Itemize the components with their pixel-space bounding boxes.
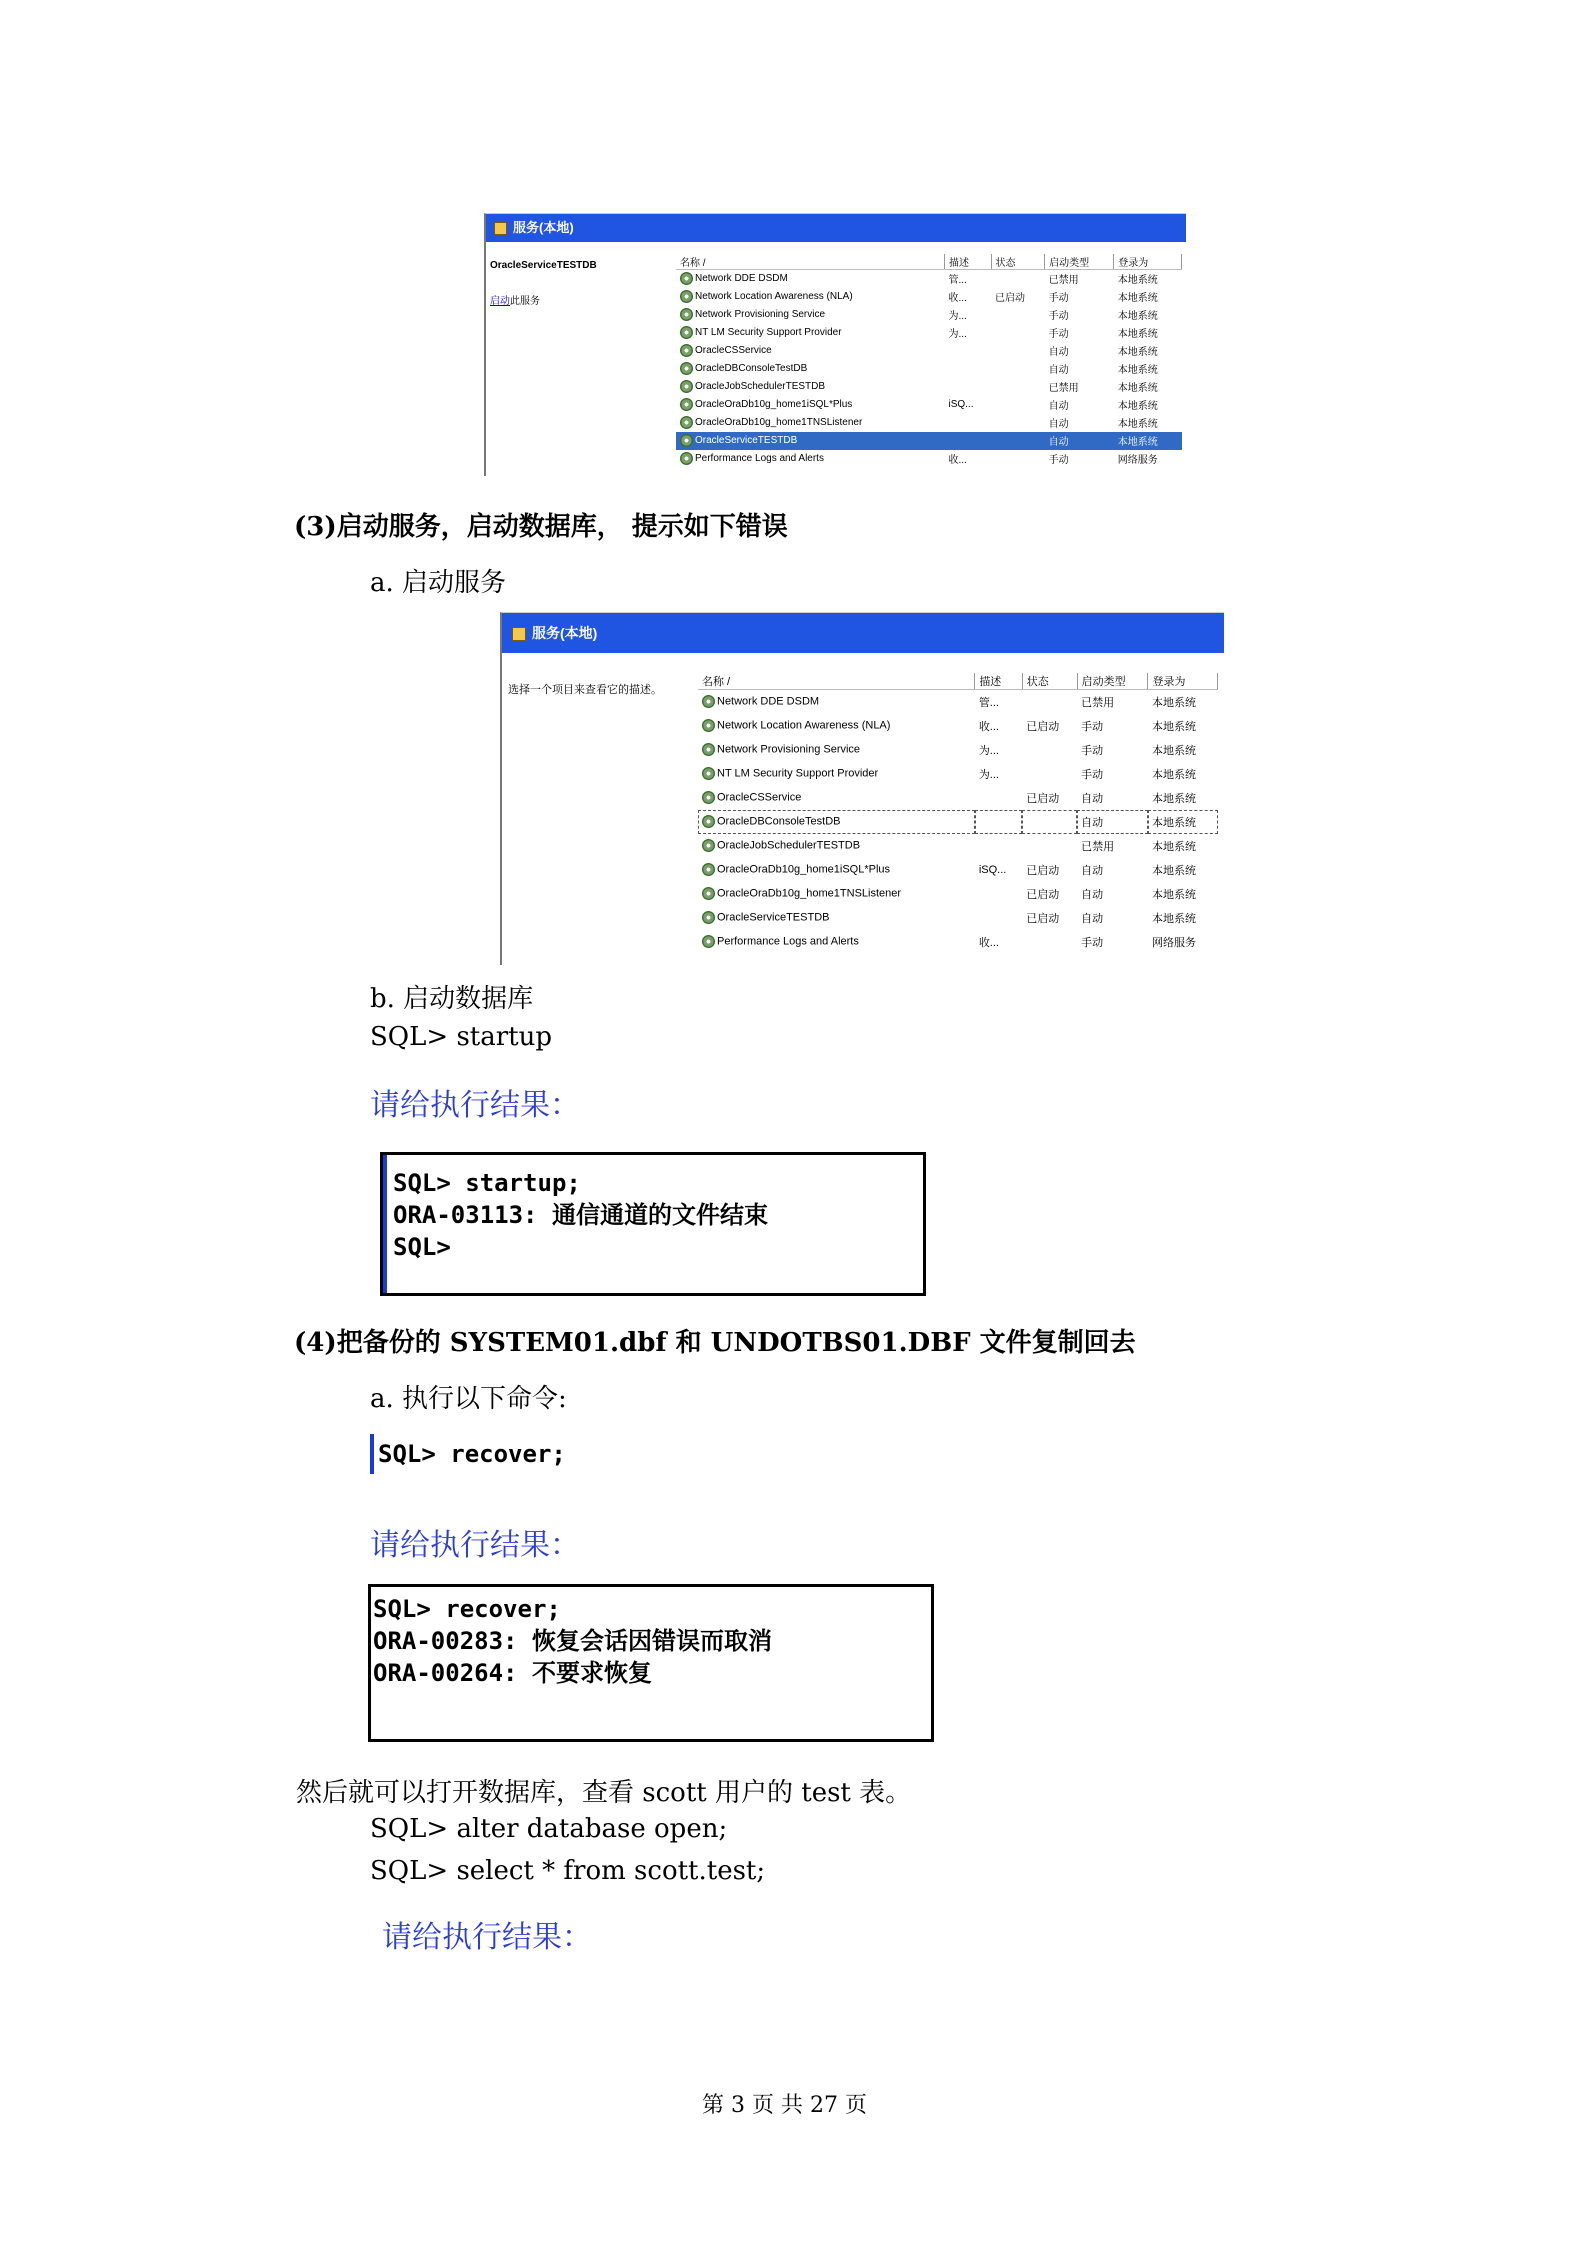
description-placeholder: 选择一个项目来查看它的描述。 bbox=[508, 684, 662, 696]
step-b-start-db: b. 启动数据库 bbox=[370, 984, 534, 1014]
service-cell: 已启动 bbox=[1026, 720, 1060, 733]
service-row[interactable] bbox=[698, 810, 1218, 834]
service-gear-icon bbox=[680, 416, 693, 429]
terminal-line: SQL> recover; bbox=[373, 1595, 561, 1623]
service-cell: 自动 bbox=[1081, 912, 1104, 925]
service-cell: OracleJobSchedulerTESTDB bbox=[717, 839, 861, 852]
service-cell: iSQ... bbox=[948, 399, 974, 410]
service-cell: Network DDE DSDM bbox=[717, 695, 820, 708]
service-cell: 为... bbox=[948, 329, 967, 340]
services-icon bbox=[494, 222, 507, 235]
services-screenshot-1 bbox=[484, 213, 1186, 476]
service-cell: 本地系统 bbox=[1151, 696, 1196, 709]
service-cell: OracleOraDb10g_home1TNSListener bbox=[717, 887, 902, 900]
service-cell: OracleDBConsoleTestDB bbox=[695, 363, 808, 375]
service-row[interactable] bbox=[698, 762, 1218, 786]
service-cell: OracleServiceTESTDB bbox=[695, 435, 798, 447]
service-cell: Network DDE DSDM bbox=[695, 273, 788, 285]
service-row[interactable] bbox=[698, 690, 1218, 714]
service-cell: 已启动 bbox=[995, 293, 1026, 304]
service-cell: 为... bbox=[948, 311, 967, 322]
service-cell: 手动 bbox=[1081, 744, 1104, 757]
service-row[interactable] bbox=[676, 270, 1182, 288]
service-cell: 本地系统 bbox=[1151, 864, 1196, 877]
service-cell: 本地系统 bbox=[1117, 347, 1158, 358]
service-cell: Network Location Awareness (NLA) bbox=[695, 291, 853, 303]
service-cell: 已启动 bbox=[1026, 912, 1060, 925]
cmd-startup: SQL> startup bbox=[370, 1022, 552, 1052]
service-row[interactable] bbox=[676, 432, 1182, 450]
service-cell: 本地系统 bbox=[1117, 275, 1158, 287]
column-header[interactable]: 状态 bbox=[991, 254, 1045, 270]
services-title: 服务(本地) bbox=[532, 625, 598, 641]
services-title: 服务(本地) bbox=[513, 220, 574, 235]
service-cell: OracleCSService bbox=[717, 791, 802, 804]
service-gear-icon bbox=[702, 791, 715, 804]
service-cell: 本地系统 bbox=[1151, 840, 1196, 853]
terminal-line: ORA-00283: 恢复会话因错误而取消 bbox=[373, 1627, 772, 1655]
service-gear-icon bbox=[702, 935, 715, 948]
column-header[interactable]: 状态 bbox=[1022, 673, 1077, 690]
service-cell: 自动 bbox=[1048, 401, 1069, 412]
service-gear-icon bbox=[680, 380, 693, 393]
service-cell: 手动 bbox=[1081, 936, 1104, 949]
column-header[interactable]: 登录为 bbox=[1148, 673, 1218, 690]
service-row[interactable] bbox=[676, 360, 1182, 378]
service-cell: Network Location Awareness (NLA) bbox=[717, 719, 891, 732]
service-cell: 本地系统 bbox=[1117, 401, 1158, 412]
service-cell: OracleDBConsoleTestDB bbox=[717, 815, 841, 828]
service-cell: 已启动 bbox=[1026, 792, 1060, 805]
selected-service-name: OracleServiceTESTDB bbox=[490, 260, 597, 271]
terminal-output-2 bbox=[368, 1584, 934, 1742]
cmd-alter-database: SQL> alter database open; bbox=[370, 1814, 728, 1844]
service-cell: 本地系统 bbox=[1151, 768, 1196, 781]
step-a-start-service: a. 启动服务 bbox=[370, 568, 507, 598]
service-cell: 管... bbox=[948, 275, 967, 287]
service-gear-icon bbox=[702, 815, 715, 828]
service-cell: 收... bbox=[948, 455, 967, 466]
service-cell: 自动 bbox=[1048, 419, 1069, 430]
service-cell: 已启动 bbox=[1026, 888, 1060, 901]
service-cell: iSQ... bbox=[978, 863, 1007, 876]
services-titlebar bbox=[502, 613, 1224, 653]
service-cell: 收... bbox=[978, 936, 999, 949]
service-cell: 已禁用 bbox=[1048, 383, 1079, 394]
service-cell: OracleServiceTESTDB bbox=[717, 911, 830, 924]
service-cell: OracleOraDb10g_home1TNSListener bbox=[695, 417, 863, 429]
start-service-link[interactable]: 启动 bbox=[490, 296, 510, 307]
service-cell: 网络服务 bbox=[1117, 455, 1158, 466]
service-cell: 已启动 bbox=[1026, 864, 1060, 877]
service-gear-icon bbox=[680, 362, 693, 375]
service-cell: 本地系统 bbox=[1117, 311, 1158, 322]
result-prompt-1: 请给执行结果： bbox=[370, 1088, 580, 1123]
service-cell: 本地系统 bbox=[1117, 383, 1158, 394]
services-table bbox=[698, 673, 1218, 954]
service-cell: 手动 bbox=[1048, 293, 1069, 304]
service-cell: Performance Logs and Alerts bbox=[695, 453, 824, 465]
service-gear-icon bbox=[702, 719, 715, 732]
service-cell: 已禁用 bbox=[1048, 275, 1079, 287]
service-gear-icon bbox=[702, 695, 715, 708]
service-cell: 手动 bbox=[1081, 768, 1104, 781]
service-cell: 本地系统 bbox=[1151, 720, 1196, 733]
service-row[interactable] bbox=[676, 288, 1182, 306]
service-cell: 手动 bbox=[1048, 329, 1069, 340]
terminal-output-1 bbox=[380, 1152, 926, 1296]
service-gear-icon bbox=[680, 326, 693, 339]
terminal-line: SQL> bbox=[393, 1233, 451, 1261]
service-gear-icon bbox=[680, 308, 693, 321]
start-service-action: 启动此服务 bbox=[490, 296, 540, 307]
command-recover: SQL> recover; bbox=[370, 1434, 610, 1474]
services-screenshot-2 bbox=[500, 612, 1224, 965]
service-cell: 收... bbox=[948, 293, 967, 304]
service-row[interactable] bbox=[698, 930, 1218, 954]
service-cell: 自动 bbox=[1081, 864, 1104, 877]
services-titlebar bbox=[486, 214, 1186, 242]
terminal-line: SQL> startup; bbox=[393, 1169, 581, 1197]
cmd-select: SQL> select * from scott.test; bbox=[370, 1856, 766, 1886]
service-cell: 自动 bbox=[1048, 347, 1069, 358]
service-row[interactable] bbox=[676, 342, 1182, 360]
service-gear-icon bbox=[702, 863, 715, 876]
service-gear-icon bbox=[702, 839, 715, 852]
service-gear-icon bbox=[702, 911, 715, 924]
service-cell: 手动 bbox=[1048, 455, 1069, 466]
service-row[interactable] bbox=[698, 834, 1218, 858]
service-cell: 本地系统 bbox=[1117, 419, 1158, 430]
service-cell: 为... bbox=[978, 768, 999, 781]
column-header[interactable]: 名称 / bbox=[676, 254, 944, 270]
result-prompt-2: 请给执行结果： bbox=[370, 1528, 580, 1563]
services-table bbox=[676, 254, 1182, 468]
column-header[interactable]: 描述 bbox=[944, 254, 991, 270]
service-cell: 自动 bbox=[1081, 888, 1104, 901]
column-header[interactable]: 登录为 bbox=[1114, 254, 1182, 270]
service-row[interactable] bbox=[698, 738, 1218, 762]
service-cell: 本地系统 bbox=[1151, 888, 1196, 901]
service-cell: 自动 bbox=[1081, 816, 1104, 829]
service-row[interactable] bbox=[676, 306, 1182, 324]
service-row[interactable] bbox=[698, 882, 1218, 906]
service-cell: 已禁用 bbox=[1081, 840, 1115, 853]
service-cell: Performance Logs and Alerts bbox=[717, 935, 859, 948]
service-cell: OracleOraDb10g_home1iSQL*Plus bbox=[717, 863, 891, 876]
service-cell: 手动 bbox=[1048, 311, 1069, 322]
service-cell: 本地系统 bbox=[1117, 437, 1158, 448]
service-cell: 本地系统 bbox=[1151, 912, 1196, 925]
service-gear-icon bbox=[702, 887, 715, 900]
service-row[interactable] bbox=[676, 396, 1182, 414]
service-cell: 已禁用 bbox=[1081, 696, 1115, 709]
service-cell: 本地系统 bbox=[1151, 816, 1196, 829]
service-cell: OracleJobSchedulerTESTDB bbox=[695, 381, 826, 393]
service-cell: 收... bbox=[978, 720, 999, 733]
column-header[interactable]: 启动类型 bbox=[1045, 254, 1114, 270]
service-cell: 自动 bbox=[1048, 365, 1069, 376]
service-cell: 管... bbox=[978, 696, 999, 709]
service-cell: 自动 bbox=[1048, 437, 1069, 448]
service-gear-icon bbox=[680, 434, 693, 447]
column-header[interactable]: 描述 bbox=[975, 673, 1022, 690]
service-cell: 本地系统 bbox=[1151, 792, 1196, 805]
service-cell: 手动 bbox=[1081, 720, 1104, 733]
service-row[interactable] bbox=[698, 714, 1218, 738]
service-cell: Network Provisioning Service bbox=[717, 743, 861, 756]
step-a-command: a. 执行以下命令: bbox=[370, 1384, 567, 1414]
service-cell: 网络服务 bbox=[1151, 936, 1196, 949]
service-gear-icon bbox=[702, 743, 715, 756]
service-gear-icon bbox=[680, 272, 693, 285]
service-cell: 本地系统 bbox=[1117, 293, 1158, 304]
page-footer: 第 3 页 共 27 页 bbox=[702, 2093, 867, 2118]
service-cell: OracleCSService bbox=[695, 345, 772, 357]
services-icon bbox=[512, 627, 526, 641]
service-cell: NT LM Security Support Provider bbox=[717, 767, 879, 780]
service-row[interactable] bbox=[676, 450, 1182, 468]
service-row[interactable] bbox=[676, 414, 1182, 432]
service-cell: 为... bbox=[978, 744, 999, 757]
service-gear-icon bbox=[680, 452, 693, 465]
service-gear-icon bbox=[680, 290, 693, 303]
service-gear-icon bbox=[680, 398, 693, 411]
service-cell: 本地系统 bbox=[1151, 744, 1196, 757]
terminal-line: ORA-00264: 不要求恢复 bbox=[373, 1659, 652, 1687]
then-text: 然后就可以打开数据库，查看 scott 用户的 test 表。 bbox=[296, 1778, 912, 1808]
service-row[interactable] bbox=[676, 378, 1182, 396]
service-gear-icon bbox=[702, 767, 715, 780]
heading-step-3: (3)启动服务，启动数据库， 提示如下错误 bbox=[294, 512, 788, 542]
terminal-line: ORA-03113: 通信通道的文件结束 bbox=[393, 1201, 768, 1229]
service-cell: 自动 bbox=[1081, 792, 1104, 805]
service-cell: 本地系统 bbox=[1117, 329, 1158, 340]
result-prompt-3: 请给执行结果： bbox=[382, 1920, 592, 1955]
service-row[interactable] bbox=[676, 324, 1182, 342]
column-header[interactable]: 启动类型 bbox=[1077, 673, 1148, 690]
column-header[interactable]: 名称 / bbox=[698, 673, 975, 690]
service-cell: NT LM Security Support Provider bbox=[695, 327, 842, 339]
heading-step-4: (4)把备份的 SYSTEM01.dbf 和 UNDOTBS01.DBF 文件复制回去 bbox=[294, 1328, 1136, 1358]
service-row[interactable] bbox=[698, 858, 1218, 882]
service-gear-icon bbox=[680, 344, 693, 357]
service-cell: OracleOraDb10g_home1iSQL*Plus bbox=[695, 399, 853, 411]
service-row[interactable] bbox=[698, 786, 1218, 810]
service-cell: Network Provisioning Service bbox=[695, 309, 826, 321]
service-cell: 本地系统 bbox=[1117, 365, 1158, 376]
service-row[interactable] bbox=[698, 906, 1218, 930]
